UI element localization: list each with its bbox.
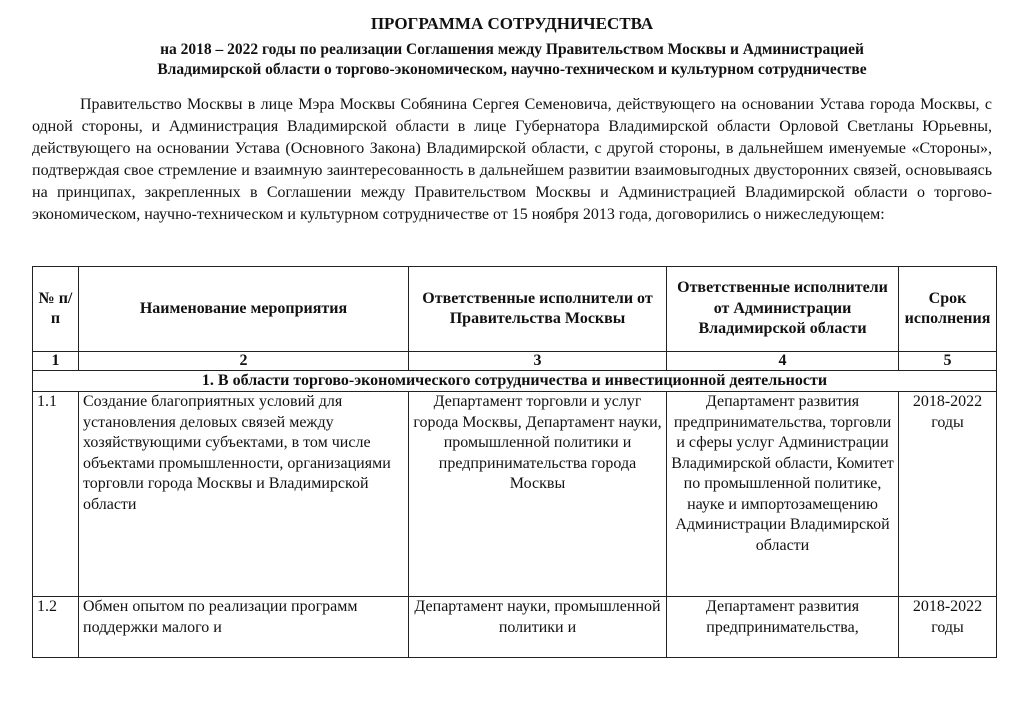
row-num: 1.2 [33,597,79,658]
row-num: 1.1 [33,392,79,597]
row-name: Создание благоприятных условий для установления деловых связей между хозяйствующими субъектами, в том числе объектами промышленности, организациями торговли города Москвы и Владимирской области [79,392,409,597]
header-vladimir: Ответственные исполнители от Администрации Владимирской области [667,267,899,352]
document-subtitle [40,40,984,80]
intro-paragraph: Правительство Москвы в лице Мэра Москвы Собянина Сергея Семеновича, действующего на основании Устава города Москвы, с одной стороны, и Администрация Владимирской области в лице Губернатора Владимирской области Орловой Светланы Юрьевны, действующего на основании Устава (Основного Закона) Владимирской области, с другой стороны, в дальнейшем именуемые «Стороны», подтверждая свое стремление и взаимную заинтересованность в дальнейшем развитии взаимовыгодных двусторонних связей, основываясь на принципах, закрепленных в Соглашении между Правительством Москвы и Администрацией Владимирской области о торгово-экономическом, научно-техническом и культурном сотрудничестве от 15 ноября 2013 года, договорились о нижеследующем: [32,96,992,223]
column-number: 4 [667,352,899,371]
column-number-row [33,352,997,371]
section-row [33,371,997,392]
row-vladimir: Департамент развития предпринимательства, [667,597,899,658]
section-title: 1. В области торгово-экономического сотрудничества и инвестиционной деятельности [33,371,997,392]
header-name: Наименование мероприятия [79,267,409,352]
table-row [33,392,997,597]
header-num: № п/п [33,267,79,352]
column-number: 5 [899,352,997,371]
table-row [33,597,997,658]
row-name: Обмен опытом по реализации программ поддержки малого и [79,597,409,658]
row-term: 2018-2022 годы [899,392,997,597]
table-header-row [33,267,997,352]
header-term: Срок исполнения [899,267,997,352]
document-title: ПРОГРАММА СОТРУДНИЧЕСТВА [370,14,654,33]
row-term: 2018-2022 годы [899,597,997,658]
subtitle-line-2: Владимирской области о торгово-экономическом, научно-техническом и культурном сотрудничестве [157,61,867,78]
row-moscow: Департамент торговли и услуг города Москвы, Департамент науки, промышленной политики и предпринимательства города Москвы [409,392,667,597]
row-moscow: Департамент науки, промышленной политики и [409,597,667,658]
column-number: 2 [79,352,409,371]
program-table [32,266,997,658]
column-number: 3 [409,352,667,371]
row-vladimir: Департамент развития предпринимательства, торговли и сферы услуг Администрации Владимирской области, Комитет по промышленной политике, науке и импортозамещению Администрации Владимирской области [667,392,899,597]
header-moscow: Ответственные исполнители от Правительства Москвы [409,267,667,352]
column-number: 1 [33,352,79,371]
subtitle-line-1: на 2018 – 2022 годы по реализации Соглашения между Правительством Москвы и Администрацией [160,41,864,58]
